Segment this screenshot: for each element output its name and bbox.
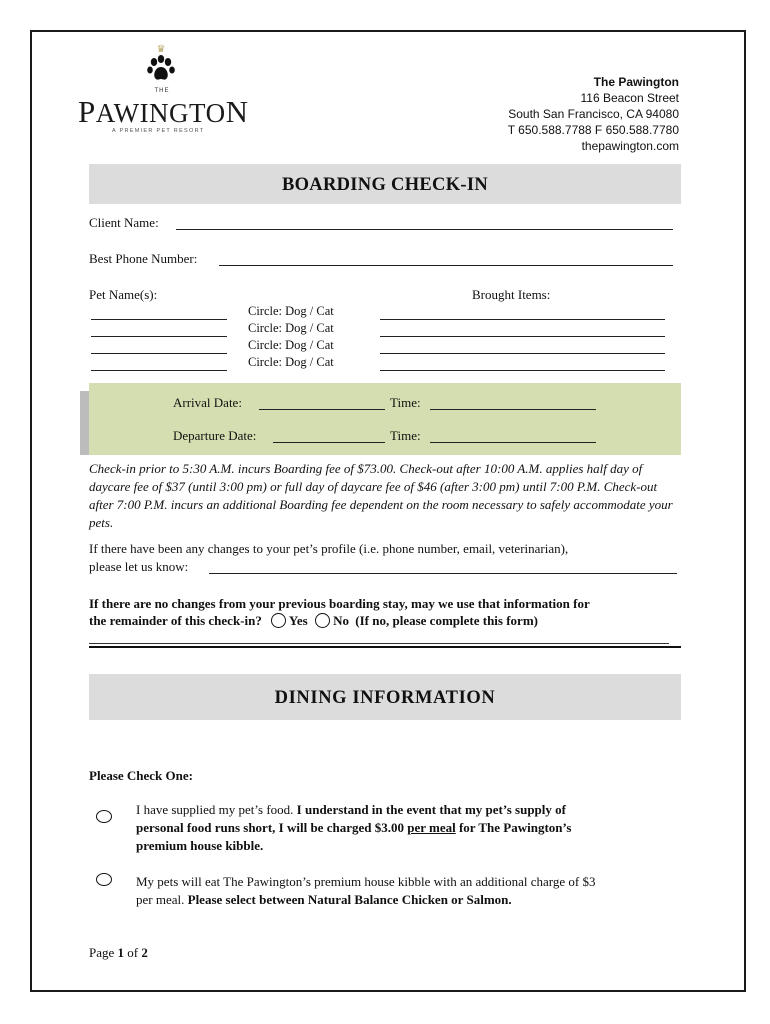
let-us-know-label: please let us know:	[89, 559, 189, 574]
divider-thick	[89, 646, 681, 648]
dining-option-house-kibble-text: My pets will eat The Pawington’s premium house kibble with an additional charge of $3 per meal. Please select between Natural Balance Chicken or Salmon.	[136, 874, 596, 907]
dining-information-header: DINING INFORMATION	[89, 674, 681, 720]
logo-the: THE	[154, 88, 170, 94]
boarding-checkin-header: BOARDING CHECK-IN	[89, 164, 681, 204]
best-phone-label: Best Phone Number:	[89, 251, 198, 266]
crown-icon: ♛	[156, 44, 166, 55]
business-name: The Pawington	[593, 75, 679, 89]
brought-items-label: Brought Items:	[472, 287, 551, 302]
street: 116 Beacon Street	[580, 91, 679, 105]
previous-stay-question-line2	[89, 613, 538, 629]
paw-icon	[146, 54, 176, 86]
dining-option-house-kibble-radio[interactable]	[96, 873, 112, 886]
dining-option-own-food-text: I have supplied my pet’s food. I understand in the event that my pet’s supply of personal food runs short, I will be charged $3.00 per meal for The Pawington’s premium house kibble.	[136, 802, 572, 853]
phone-fax: T 650.588.7788 F 650.588.7780	[507, 123, 679, 137]
pet-name-field-2[interactable]	[91, 336, 227, 337]
website: thepawington.com	[581, 139, 679, 153]
logo-wordmark: PAWINGTON	[78, 94, 249, 129]
brought-item-field-2[interactable]	[380, 336, 665, 337]
arrival-time-label: Time:	[390, 395, 421, 410]
profile-changes-text: If there have been any changes to your pet’s profile (i.e. phone number, email, veterinarian),	[89, 541, 569, 556]
departure-date-label: Departure Date:	[173, 428, 257, 443]
departure-time-label: Time:	[390, 428, 421, 443]
arrival-date-field[interactable]	[259, 409, 385, 410]
circle-dog-cat-2[interactable]: Circle: Dog / Cat	[248, 321, 334, 335]
circle-dog-cat-3[interactable]: Circle: Dog / Cat	[248, 338, 334, 352]
pet-names-label: Pet Name(s):	[89, 287, 158, 302]
no-radio[interactable]	[315, 613, 330, 628]
no-label: No	[333, 613, 350, 628]
arrival-time-field[interactable]	[430, 409, 596, 410]
no-instruction: (If no, please complete this form)	[355, 613, 538, 628]
brought-item-field-1[interactable]	[380, 319, 665, 320]
yes-label: Yes	[288, 613, 308, 628]
divider-thin	[89, 643, 669, 644]
pet-name-field-3[interactable]	[91, 353, 227, 354]
client-name-field[interactable]	[176, 229, 673, 230]
brought-item-field-4[interactable]	[380, 370, 665, 371]
pet-name-field-1[interactable]	[91, 319, 227, 320]
question-text: the remainder of this check-in?	[89, 613, 262, 628]
address-block	[508, 74, 679, 154]
city: South San Francisco, CA 94080	[508, 107, 679, 121]
circle-dog-cat-1[interactable]: Circle: Dog / Cat	[248, 304, 334, 318]
checkin-policy-text: Check-in prior to 5:30 A.M. incurs Boarding fee of $73.00. Check-out after 10:00 A.M. applies half day of daycare fee of $37 (until 3:00 pm) or full day of daycare fee of $46 (after 3:00 pm) until 7:00 P.M. Check-out after 7:00 P.M. incurs an additional Boarding fee dependent on the room necessary to safely accommodate your pets.	[89, 461, 673, 530]
departure-date-field[interactable]	[273, 442, 385, 443]
circle-dog-cat-4[interactable]: Circle: Dog / Cat	[248, 355, 334, 369]
logo-tagline: A PREMIER PET RESORT	[112, 128, 205, 134]
profile-changes-field[interactable]	[209, 573, 677, 574]
page-indicator: Page 1 of 2	[89, 945, 148, 960]
arrival-date-label: Arrival Date:	[173, 395, 242, 410]
previous-stay-question: If there are no changes from your previous boarding stay, may we use that information for	[89, 596, 590, 611]
dining-option-own-food-radio[interactable]	[96, 810, 112, 823]
yes-radio[interactable]	[271, 613, 286, 628]
brought-item-field-3[interactable]	[380, 353, 665, 354]
client-name-label: Client Name:	[89, 215, 159, 230]
date-box	[89, 383, 681, 455]
best-phone-field[interactable]	[219, 265, 673, 266]
pet-name-field-4[interactable]	[91, 370, 227, 371]
please-check-one-label: Please Check One:	[89, 768, 193, 783]
departure-time-field[interactable]	[430, 442, 596, 443]
